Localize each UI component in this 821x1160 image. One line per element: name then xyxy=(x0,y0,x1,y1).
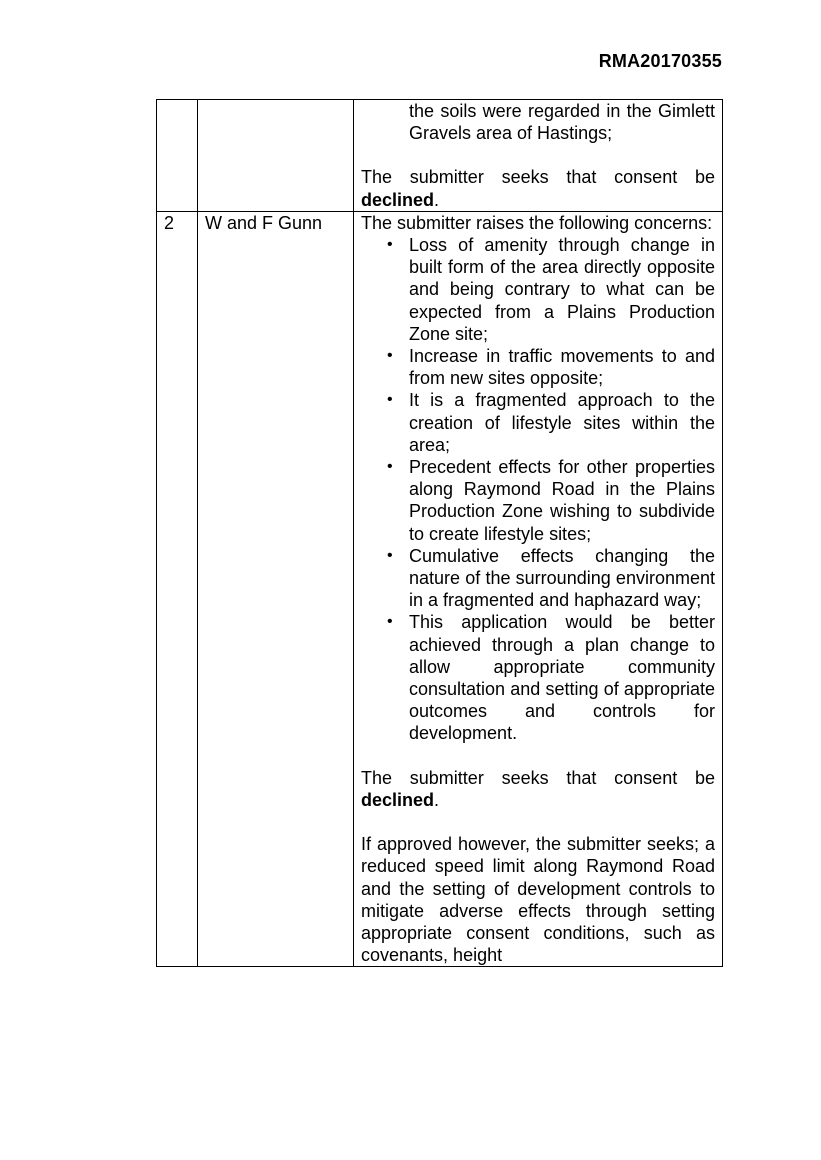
outcome-decision: declined xyxy=(361,789,435,810)
outcome-suffix: . xyxy=(434,189,440,210)
list-item: • It is a fragmented approach to the creation of lifestyle sites within the area; xyxy=(387,390,715,455)
list-item: • Loss of amenity through change in built form of the area directly opposite and being contrary to what can be expected from a Plains Production Zone site; xyxy=(387,235,715,344)
continued-concern-text: the soils were regarded in the Gimlett Gravels area of Hastings; xyxy=(409,101,715,144)
outcome-prefix: The submitter seeks that consent be xyxy=(361,767,715,788)
outcome-sought xyxy=(361,166,715,210)
bullet-icon: • xyxy=(387,613,393,631)
bullet-icon: • xyxy=(387,458,393,476)
bullet-icon: • xyxy=(387,236,393,254)
submission-number-cell xyxy=(157,100,198,212)
concerns-list xyxy=(361,234,715,745)
table-row xyxy=(157,211,723,967)
submission-number-cell: 2 xyxy=(157,211,198,967)
submitter-name-cell xyxy=(198,100,354,212)
outcome-sought xyxy=(361,767,715,811)
list-item: • Precedent effects for other properties along Raymond Road in the Plains Production Zone wishing to subdivide to create lifestyle sites; xyxy=(387,457,715,544)
list-item: • Cumulative effects changing the nature of the surrounding environment in a fragmented and haphazard way; xyxy=(387,545,715,611)
table-row xyxy=(157,100,723,212)
outcome-decision: declined xyxy=(361,189,435,210)
document-reference: RMA20170355 xyxy=(598,51,722,71)
submissions-table xyxy=(156,99,723,967)
list-item: • This application would be better achieved through a plan change to allow appropriate community consultation and setting of appropriate outcomes and controls for development. xyxy=(387,612,715,744)
conditional-relief: If approved however, the submitter seeks; a reduced speed limit along Raymond Road and the setting of development controls to mitigate adverse effects through setting appropriate consent conditions, such as covenants, height xyxy=(361,834,715,966)
bullet-icon: • xyxy=(387,391,393,409)
submitter-name-cell: W and F Gunn xyxy=(198,211,354,967)
outcome-prefix: The submitter seeks that consent be xyxy=(361,167,715,188)
concerns-intro: The submitter raises the following concerns: xyxy=(361,212,713,233)
submission-details-cell xyxy=(354,211,723,967)
bullet-icon: • xyxy=(387,546,393,564)
list-item: • Increase in traffic movements to and from new sites opposite; xyxy=(387,346,715,389)
submission-details-cell xyxy=(354,100,723,212)
outcome-suffix: . xyxy=(434,789,440,810)
bullet-icon: • xyxy=(387,347,393,365)
